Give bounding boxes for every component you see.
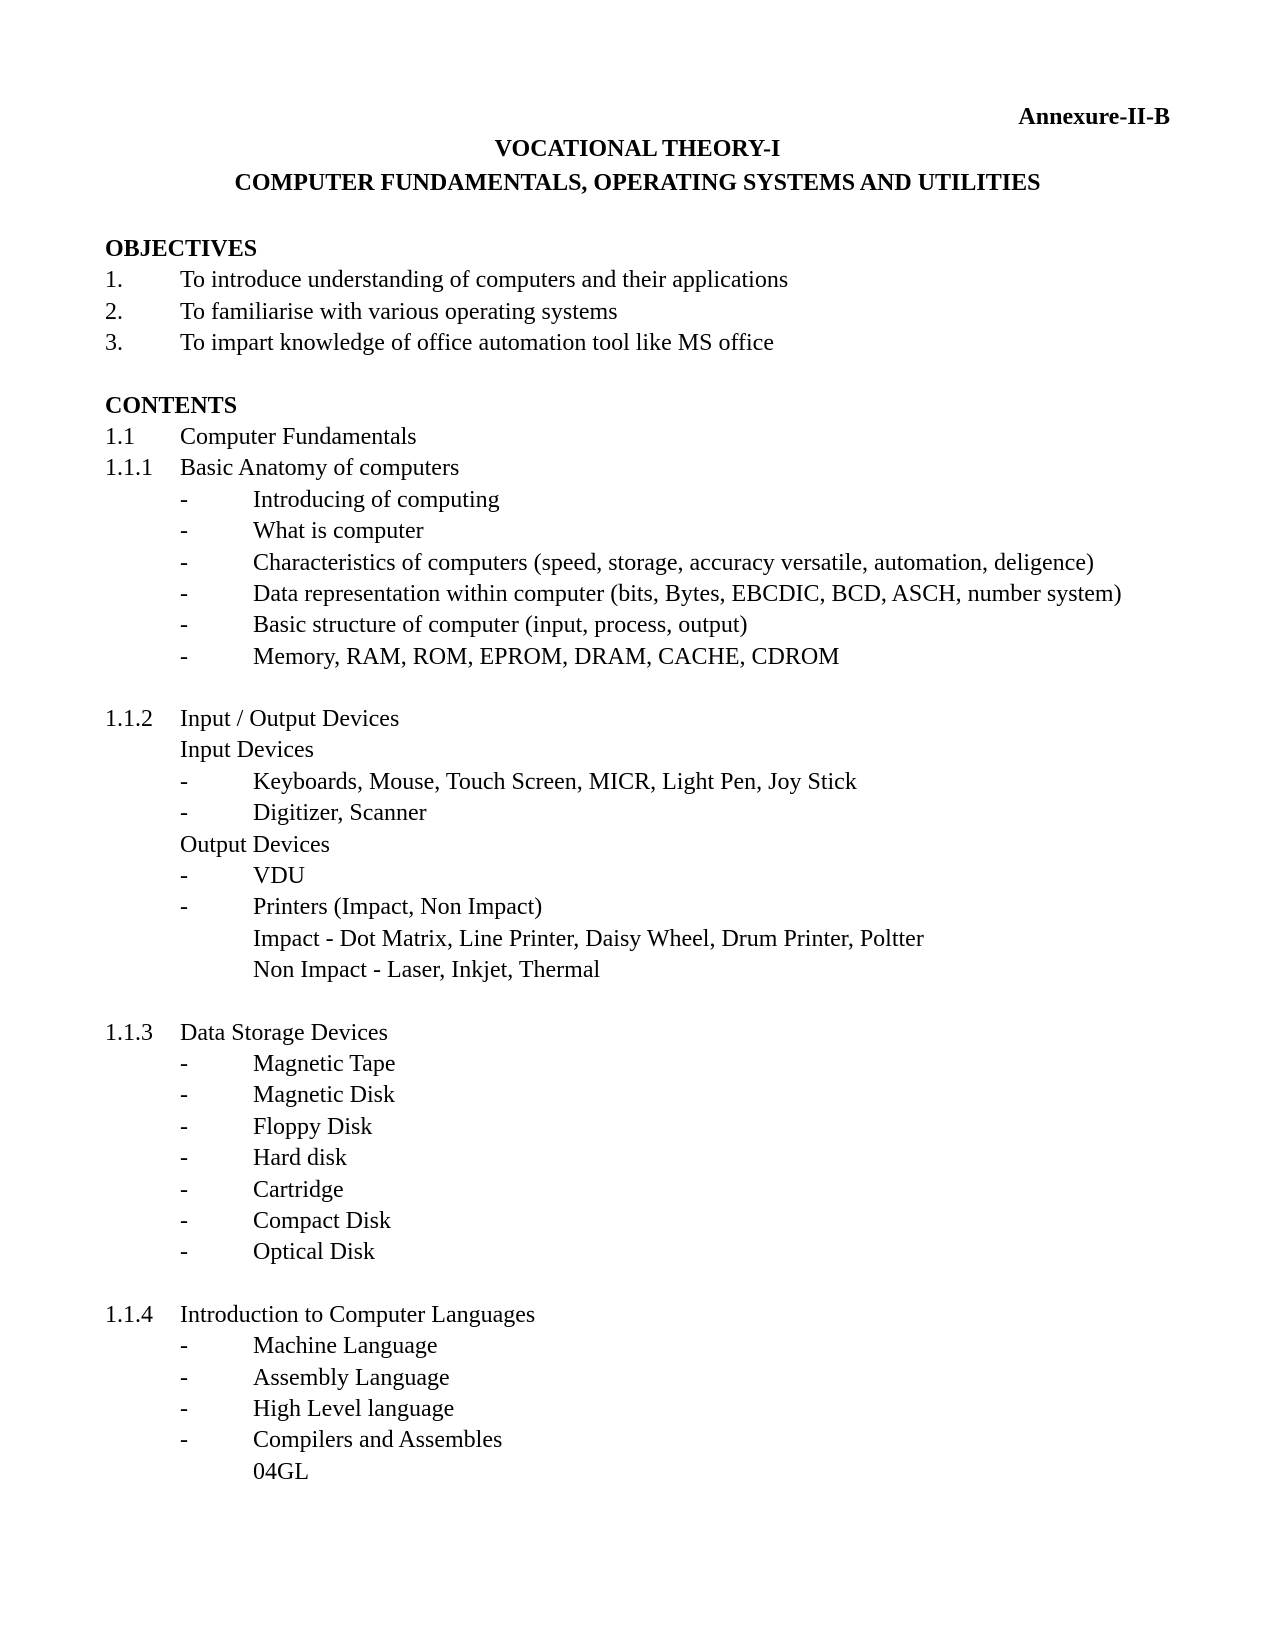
bullet-item (105, 1080, 1185, 1111)
bullet-item (105, 1112, 1185, 1143)
dash-marker: - (180, 1395, 188, 1422)
objective-text: To introduce understanding of computers and their applications (180, 267, 789, 294)
dash-marker: - (180, 1145, 188, 1172)
bullet-text: Printers (Impact, Non Impact) (253, 894, 543, 921)
bullet-text: Assembly Language (253, 1364, 450, 1391)
bullet-text: Hard disk (253, 1145, 347, 1172)
bullet-item (105, 1206, 1185, 1237)
bullet-item (105, 485, 1185, 516)
continuation-text: Impact - Dot Matrix, Line Printer, Daisy Wheel, Drum Printer, Poltter (253, 925, 924, 952)
dash-marker: - (180, 549, 188, 576)
dash-marker: - (180, 1427, 188, 1454)
section-1-1-4 (105, 1300, 1185, 1331)
bullet-text: Memory, RAM, ROM, EPROM, DRAM, CACHE, CDROM (253, 643, 840, 670)
subheading-input-devices (105, 735, 1185, 766)
bullet-item (105, 1394, 1185, 1425)
bullet-text: VDU (253, 863, 305, 890)
bullet-text: High Level language (253, 1395, 455, 1422)
bullet-text: Magnetic Tape (253, 1050, 396, 1077)
section-1-1-2 (105, 704, 1185, 735)
objective-item (105, 328, 1185, 359)
section-title: Data Storage Devices (180, 1019, 388, 1046)
section-number: 1.1.2 (105, 706, 153, 733)
dash-marker: - (180, 1113, 188, 1140)
bullet-text: Digitizer, Scanner (253, 800, 427, 827)
bullet-item (105, 767, 1185, 798)
bullet-item (105, 642, 1185, 673)
subheading-output-devices (105, 830, 1185, 861)
bullet-text: Compact Disk (253, 1207, 391, 1234)
title-line-2: COMPUTER FUNDAMENTALS, OPERATING SYSTEMS AND UTILITIES (234, 170, 1041, 196)
bullet-text: Characteristics of computers (speed, storage, accuracy versatile, automation, deligence) (253, 549, 1094, 576)
dash-marker: - (180, 1050, 188, 1077)
bullet-item (105, 548, 1185, 579)
bullet-item (105, 861, 1185, 892)
bullet-item (105, 1331, 1185, 1362)
objectives-heading: OBJECTIVES (105, 236, 258, 262)
bullet-text: Optical Disk (253, 1239, 375, 1266)
bullet-text: Introducing of computing (253, 486, 500, 513)
dash-marker: - (180, 643, 188, 670)
objective-number: 2. (105, 298, 123, 325)
continuation-line (105, 924, 1185, 955)
dash-marker: - (180, 894, 188, 921)
continuation-line (105, 955, 1185, 986)
bullet-item (105, 1175, 1185, 1206)
bullet-text: Cartridge (253, 1176, 344, 1203)
dash-marker: - (180, 1207, 188, 1234)
section-title: Basic Anatomy of computers (180, 455, 460, 482)
objective-text: To impart knowledge of office automation tool like MS office (180, 330, 774, 357)
dash-marker: - (180, 1176, 188, 1203)
syllabus-body (105, 234, 1185, 1488)
section-title: Introduction to Computer Languages (180, 1301, 536, 1328)
title-line-1: VOCATIONAL THEORY-I (494, 136, 781, 162)
dash-marker: - (180, 1082, 188, 1109)
section-1-1-3 (105, 1018, 1185, 1049)
section-number: 1.1.4 (105, 1301, 153, 1328)
objective-item (105, 297, 1185, 328)
bullet-text: Floppy Disk (253, 1113, 373, 1140)
bullet-item (105, 1363, 1185, 1394)
dash-marker: - (180, 800, 188, 827)
dash-marker: - (180, 580, 188, 607)
dash-marker: - (180, 518, 188, 545)
dash-marker: - (180, 486, 188, 513)
section-number: 1.1.1 (105, 455, 153, 482)
subheading-text: Input Devices (180, 737, 314, 764)
objective-text: To familiarise with various operating systems (180, 298, 618, 325)
bullet-item (105, 1425, 1185, 1456)
bullet-item (105, 798, 1185, 829)
contents-heading: CONTENTS (105, 392, 238, 419)
bullet-item (105, 516, 1185, 547)
subheading-text: Output Devices (180, 831, 330, 858)
section-number: 1.1.3 (105, 1019, 153, 1046)
bullet-text: Machine Language (253, 1333, 438, 1360)
bullet-item (105, 892, 1185, 923)
bullet-item (105, 579, 1185, 610)
continuation-line (105, 1457, 1185, 1488)
annexure-label: Annexure-II-B (1018, 104, 1170, 130)
section-1-1 (105, 422, 1185, 453)
bullet-item (105, 1143, 1185, 1174)
bullet-item (105, 610, 1185, 641)
bullet-text: Keyboards, Mouse, Touch Screen, MICR, Light Pen, Joy Stick (253, 768, 857, 795)
section-title: Input / Output Devices (180, 706, 400, 733)
dash-marker: - (180, 1333, 188, 1360)
dash-marker: - (180, 1239, 188, 1266)
dash-marker: - (180, 1364, 188, 1391)
bullet-item (105, 1049, 1185, 1080)
section-title: Computer Fundamentals (180, 423, 417, 450)
dash-marker: - (180, 612, 188, 639)
section-1-1-1 (105, 453, 1185, 484)
bullet-text: Basic structure of computer (input, process, output) (253, 612, 748, 639)
objective-number: 1. (105, 267, 123, 294)
continuation-text: Non Impact - Laser, Inkjet, Thermal (253, 957, 601, 984)
continuation-text: 04GL (253, 1458, 309, 1485)
section-number: 1.1 (105, 423, 135, 450)
objective-number: 3. (105, 330, 123, 357)
bullet-text: Data representation within computer (bits, Bytes, EBCDIC, BCD, ASCH, number system) (253, 580, 1122, 607)
objective-item (105, 265, 1185, 296)
bullet-item (105, 1237, 1185, 1268)
bullet-text: Magnetic Disk (253, 1082, 395, 1109)
dash-marker: - (180, 863, 188, 890)
dash-marker: - (180, 768, 188, 795)
bullet-text: Compilers and Assembles (253, 1427, 503, 1454)
bullet-text: What is computer (253, 518, 424, 545)
